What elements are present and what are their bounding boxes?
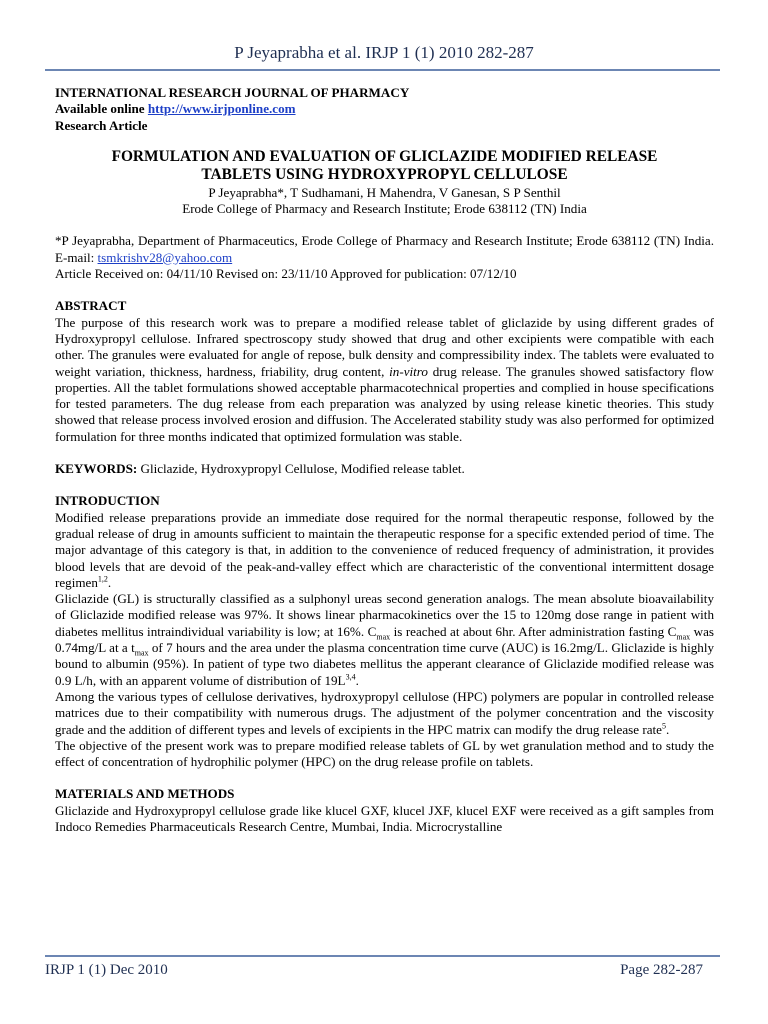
keywords xyxy=(55,461,714,477)
title-line-2: TABLETS USING HYDROXYPROPYL CELLULOSE xyxy=(201,166,568,184)
article-type: Research Article xyxy=(55,117,148,133)
abstract-text: The purpose of this research work was to prepare a modified release tablet of gliclazide by using different grades of Hydroxypropyl cellulose. Infrared spectroscopy study showed that drug and other excipients were compatible with each other. The granules were evaluated for angle of repose, bulk density and compressibility index. The tablets were evaluated to weight variation, thickness, hardness, friability, drug content, in-vitro drug release. The granules showed satisfactory flow properties. All the tablet formulations showed acceptable pharmacotechnical properties and complied in house specifications for tested parameters. The dug release from each preparation was analyzed by using release kinetic theories. This study showed that release process involved erosion and diffusion. The Accelerated stability study was also performed for optimized formulation for three months indicated that optimized formulation was stable. xyxy=(55,314,714,444)
abstract-heading: ABSTRACT xyxy=(55,298,127,314)
keywords-text: Gliclazide, Hydroxypropyl Cellulose, Modified release tablet. xyxy=(137,461,465,477)
introduction-heading: INTRODUCTION xyxy=(55,493,160,509)
intro-paragraph-1: Modified release preparations provide an immediate dose required for the normal therapeutic response, followed by the gradual release of drug in amounts sufficient to maintain the therapeutic response for a specific extended period of time. The major advantage of this category is that, in addition to the convenience of reduced frequency of administration, it provides blood levels that are devoid of the peak-and-valley effect which are characteristic of the conventional intermittent dosage regimen$^{1,2}$. xyxy=(55,509,714,590)
intro-paragraph-4: The objective of the present work was to prepare modified release tablets of GL by wet granulation method and to study the effect of concentration of hydrophilic polymer (HPC) on the drug release profile on tablets. xyxy=(55,737,714,770)
intro-paragraph-3: Among the various types of cellulose derivatives, hydroxypropyl cellulose (HPC) polymers are popular in controlled release matrices due to their compatibility with numerous drugs. The adjustment of the polymer concentration and the viscosity grade and the addition of different types and levels of excipients in the HPC matrix can modify the drug release rate$^5$. xyxy=(55,688,714,737)
journal-url-link[interactable]: http://www.irjponline.com xyxy=(147,101,296,117)
citation: 5 xyxy=(661,721,666,731)
intro-paragraph-2: Gliclazide (GL) is structurally classified as a sulphonyl ureas second generation analogs. The mean absolute bioavailability of Gliclazide modified release was 97%. It shows linear pharmacokinetics over the 15 to 120mg dose range in patient with diabetes mellitus intraindividual variability is low; at 16%. $C_{max}$ is reached at about 6hr. After administration fasting $C_{max}$ was 0.74mg/L at a $t_{max}$ of 7 hours and the area under the plasma concentration time curve (AUC) is 16.2mg/L. Gliclazide is highly bound to albumin (95%). In patient of type two diabetes mellitus the apperant clearance of Gliclazide modified release was 0.9 L/h, with an apparent volume of distribution of $19L^{3,4}$. xyxy=(55,591,715,688)
footer-issue: IRJP 1 (1) Dec 2010 xyxy=(45,962,168,978)
authors: P Jeyaprabha*, T Sudhamani, H Mahendra, V Ganesan, S P Senthil xyxy=(208,184,561,200)
journal-name: INTERNATIONAL RESEARCH JOURNAL OF PHARMACY xyxy=(55,85,410,100)
article-content xyxy=(55,85,714,835)
methods-paragraph-1: Gliclazide and Hydroxypropyl cellulose grade like klucel GXF, klucel JXF, klucel EXF were received as a gift samples from Indoco Remedies Pharmaceuticals Research Centre, Mumbai, India. Microcrystalline xyxy=(55,802,714,834)
header-rule xyxy=(45,69,720,71)
available-label: Available online xyxy=(55,101,148,117)
citation: 3,4 xyxy=(345,672,356,682)
article-title xyxy=(55,148,714,185)
journal-availability xyxy=(55,101,714,117)
citation: 1,2 xyxy=(97,574,108,584)
journal-info xyxy=(55,85,714,134)
footer-rule xyxy=(45,955,720,957)
corresponding-text: *P Jeyaprabha, Department of Pharmaceutics, Erode College of Pharmacy and Research Institute; Erode 638112 (TN) India. E-mail: xyxy=(55,233,714,265)
running-header: P Jeyaprabha et al. IRJP 1 (1) 2010 282-287 xyxy=(234,43,534,62)
title-line-1: FORMULATION AND EVALUATION OF GLICLAZIDE MODIFIED RELEASE xyxy=(111,147,658,165)
methods-heading: MATERIALS AND METHODS xyxy=(55,786,235,802)
affiliation: Erode College of Pharmacy and Research Institute; Erode 638112 (TN) India xyxy=(182,201,587,217)
footer-page-range: Page 282-287 xyxy=(620,962,703,978)
corresponding-author xyxy=(55,233,714,266)
keywords-label: KEYWORDS: xyxy=(55,461,138,477)
email-link[interactable]: tsmkrishv28@yahoo.com xyxy=(97,249,233,265)
article-dates: Article Received on: 04/11/10 Revised on: 23/11/10 Approved for publication: 07/12/10 xyxy=(55,266,517,282)
